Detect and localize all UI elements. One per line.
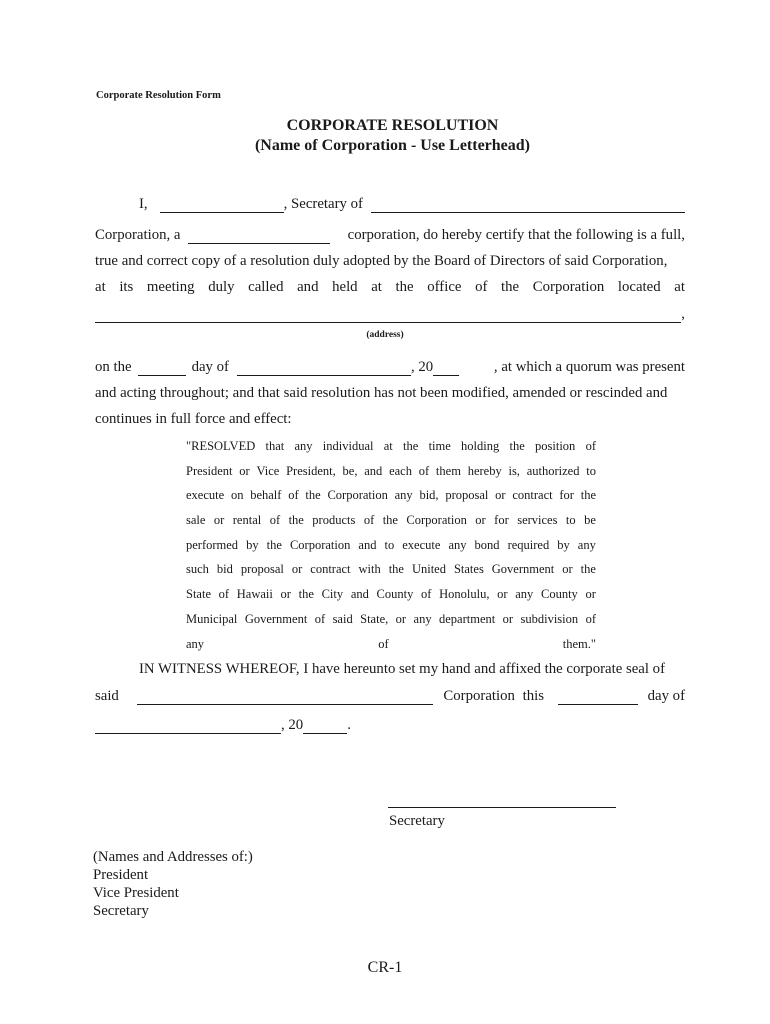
resolution-line: sale or rental of the products of the Corporation or for services to be [186, 513, 596, 528]
resolution-line: such bid proposal or contract with the United States Government or the [186, 562, 596, 577]
word: called [248, 279, 284, 295]
address-line [95, 306, 685, 323]
address-comma: , [681, 306, 685, 322]
word: and [297, 279, 319, 295]
certification-line-1 [95, 196, 685, 213]
witness-line-3 [95, 717, 685, 734]
day-of-label: day of [191, 359, 229, 375]
i-label: I, [139, 196, 148, 212]
witness-year-prefix: , 20 [281, 717, 304, 733]
signature-line[interactable] [388, 807, 616, 808]
certification-line-7: and acting throughout; and that said resolution has not been modified, amended or rescinded and [95, 385, 668, 401]
corporation-a-label: Corporation, a [95, 227, 181, 243]
witness-year-field[interactable] [303, 719, 347, 734]
word: the [395, 279, 414, 295]
word: duly [208, 279, 235, 295]
secretary-name-field[interactable] [160, 198, 284, 213]
resolution-line: Municipal Government of said State, or any department or subdivision of [186, 611, 596, 626]
witness-line-2 [95, 688, 685, 705]
resolution-line: President or Vice President, be, and each of them hereby is, authorized to [186, 463, 596, 478]
witness-day-of-label: day of [647, 688, 685, 704]
resolution-line: performed by the Corporation and to execute any bond required by any [186, 537, 596, 552]
names-item: Secretary [93, 903, 149, 919]
secretary-of-label: , Secretary of [283, 196, 363, 212]
page-number: CR-1 [367, 959, 403, 976]
signature-label: Secretary [389, 813, 445, 829]
corporation-name-field[interactable] [371, 198, 685, 213]
day-field[interactable] [138, 361, 186, 376]
word: the [501, 279, 520, 295]
on-the-label: on the [95, 359, 132, 375]
word: at [371, 279, 382, 295]
witness-period: . [347, 717, 351, 733]
month-field[interactable] [237, 361, 411, 376]
witness-line-1: IN WITNESS WHEREOF, I have hereunto set my hand and affixed the corporate seal of [139, 661, 666, 677]
word: meeting [146, 279, 195, 295]
word: its [119, 279, 134, 295]
year-prefix: , 20 [410, 359, 434, 375]
certification-line-8: continues in full force and effect: [95, 411, 292, 427]
quorum-text: , at which a quorum was present [493, 359, 685, 375]
resolution-line: execute on behalf of the Corporation any bid, proposal or contract for the [186, 488, 596, 503]
resolution-text [186, 436, 596, 658]
address-field[interactable] [95, 308, 681, 323]
names-block [93, 848, 253, 920]
document-title: CORPORATE RESOLUTION [286, 117, 499, 134]
witness-month-field[interactable] [95, 719, 281, 734]
names-item: President [93, 867, 149, 883]
resolution-line: any of them." [186, 636, 596, 651]
document-subtitle: (Name of Corporation - Use Letterhead) [254, 137, 531, 154]
resolution-line: "RESOLVED that any individual at the time holding the position of [186, 439, 596, 453]
state-of-incorporation-field[interactable] [188, 229, 330, 244]
names-heading: (Names and Addresses of:) [93, 849, 253, 865]
certify-text-3: true and correct copy of a resolution duly adopted by the Board of Directors of said Corporation, [95, 253, 668, 269]
form-label: Corporate Resolution Form [96, 90, 221, 101]
certification-line-2 [95, 227, 685, 244]
said-label: said [95, 688, 119, 704]
word: held [332, 279, 358, 295]
certification-line-6 [95, 359, 685, 376]
word: Corporation [532, 279, 605, 295]
names-item: Vice President [93, 885, 179, 901]
word: at [95, 279, 106, 295]
word: of [475, 279, 488, 295]
word: at [674, 279, 685, 295]
certification-line-3 [95, 253, 685, 270]
said-corporation-field[interactable] [137, 690, 434, 705]
resolution-line: State of Hawaii or the City and County of Honolulu, or any County or [186, 587, 596, 602]
word: located [617, 279, 661, 295]
witness-day-field[interactable] [558, 690, 638, 705]
certification-line-4 [95, 279, 685, 296]
address-label: (address) [366, 330, 404, 340]
certify-text: corporation, do hereby certify that the following is a full, [347, 227, 685, 243]
year-field[interactable] [433, 361, 459, 376]
word: office [427, 279, 462, 295]
corporation-this-label: Corporation this [443, 688, 544, 704]
